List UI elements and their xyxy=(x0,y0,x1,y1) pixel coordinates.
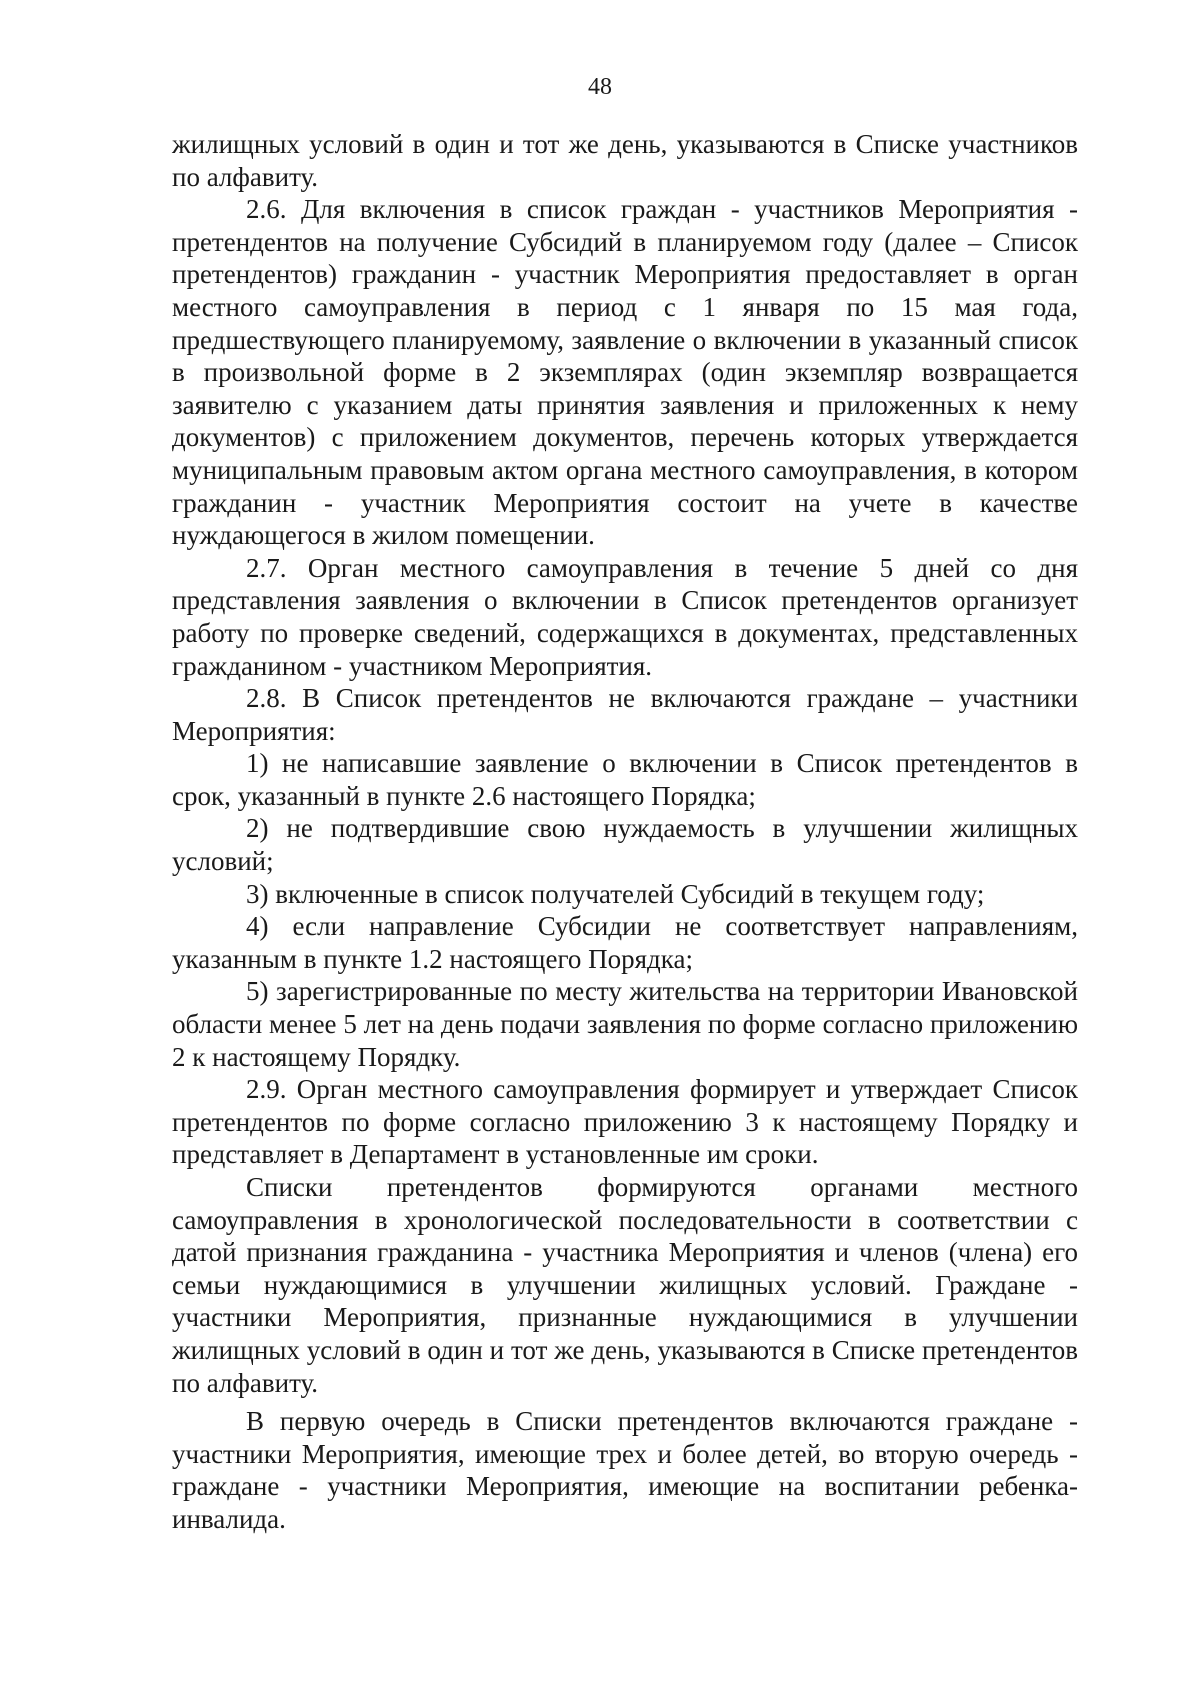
paragraph-continuation: жилищных условий в один и тот же день, указываются в Списке участников по алфавиту. xyxy=(172,129,1078,192)
list-item-1: 1) не написавшие заявление о включении в Список претендентов в срок, указанный в пункте 2.6 настоящего Порядка; xyxy=(172,748,1078,811)
paragraph-2-7: 2.7. Орган местного самоуправления в течение 5 дней со дня представления заявления о включении в Список претендентов организует работу по проверке сведений, содержащихся в документах, представленных гражданином - участником Мероприятия. xyxy=(172,552,1078,681)
paragraph-lists-formation: Списки претендентов формируются органами местного самоуправления в хронологической последовательности в соответствии с датой признания гражданина - участника Мероприятия и членов (члена) его семьи нуждающимися в улучшении жилищных условий. Граждане - участники Мероприятия, признанные нуждающимися в улучшении жилищных условий в один и тот же день, указываются в Списке претендентов по алфавиту. xyxy=(172,1172,1078,1398)
list-item-3: 3) включенные в список получателей Субсидий в текущем году; xyxy=(246,878,985,909)
list-item-2: 2) не подтвердившие свою нуждаемость в улучшении жилищных условий; xyxy=(172,813,1078,877)
paragraph-2-8: 2.8. В Список претендентов не включаются граждане – участники Мероприятия: xyxy=(172,683,1078,746)
page-number: 48 xyxy=(588,74,612,100)
paragraph-priority: В первую очередь в Списки претендентов включаются граждане - участники Мероприятия, имеющие трех и более детей, во вторую очередь - граждане - участники Мероприятия, имеющие на воспитании ребенка-инвалида. xyxy=(172,1406,1078,1534)
paragraph-2-9: 2.9. Орган местного самоуправления формирует и утверждает Список претендентов по форме согласно приложению 3 к настоящему Порядку и представляет в Департамент в установленные им сроки. xyxy=(172,1074,1078,1170)
paragraph-2-6: 2.6. Для включения в список граждан - участников Мероприятия - претендентов на получение Субсидий в планируемом году (далее – Список претендентов) гражданин - участник Мероприятия предоставляет в орган местного самоуправления в период с 1 января по 15 мая года, предшествующего планируемому, заявление о включении в указанный список в произвольной форме в 2 экземплярах (один экземпляр возвращается заявителю с указанием даты принятия заявления и приложенных к нему документов) с приложением документов, перечень которых утверждается муниципальным правовым актом органа местного самоуправления, в котором гражданин - участник Мероприятия состоит на учете в качестве нуждающегося в жилом помещении. xyxy=(172,194,1078,551)
document-body xyxy=(172,128,1078,1536)
list-item-4: 4) если направление Субсидии не соответствует направлениям, указанным в пункте 1.2 настоящего Порядка; xyxy=(172,911,1078,974)
list-item-5: 5) зарегистрированные по месту жительства на территории Ивановской области менее 5 лет на день подачи заявления по форме согласно приложению 2 к настоящему Порядку. xyxy=(172,976,1078,1072)
